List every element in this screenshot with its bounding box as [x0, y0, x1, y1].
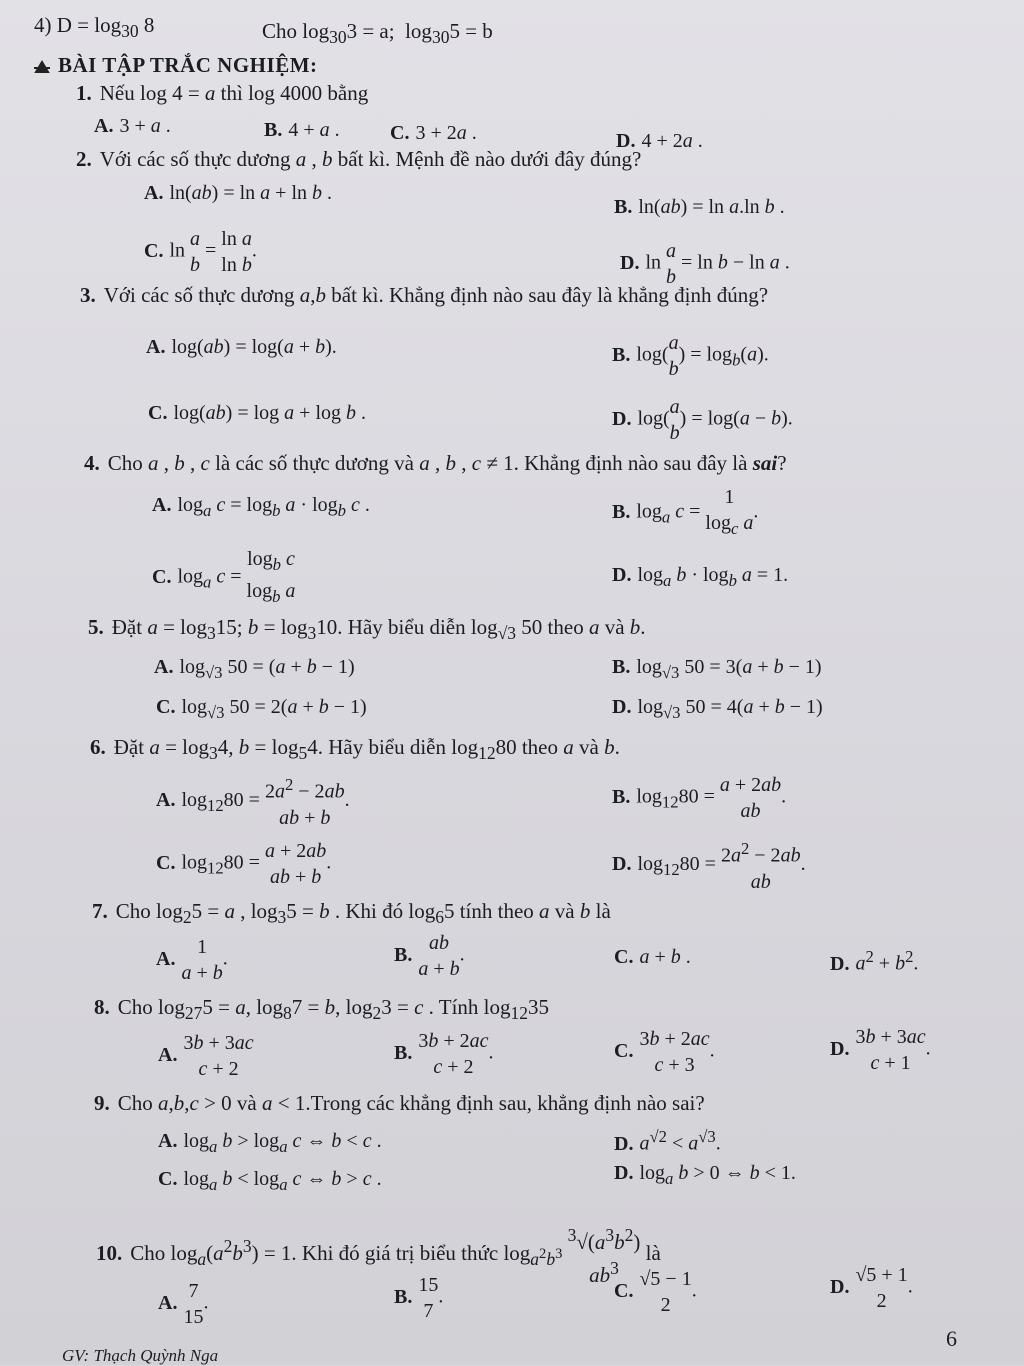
q1-option-c[interactable]: C. 3 + 2a .	[390, 122, 477, 144]
question-number: 1.	[76, 81, 92, 105]
question-6	[90, 734, 620, 766]
page-number: 6	[946, 1326, 957, 1351]
question-stem: Cho a , b , c là các số thực dương và a , b , c ≠ 1. Khẳng định nào sau đây là sai?	[107, 451, 787, 475]
q8-option-a[interactable]: A.3b + 3ac c + 2	[158, 1032, 254, 1080]
q4-option-b[interactable]: B. $\log_a c = 1$ $\log_c a$.	[612, 486, 759, 538]
q2-option-a[interactable]: A. ln(ab) = ln a + ln b .	[144, 182, 333, 204]
q7-option-b[interactable]: B.ab a + b.	[394, 932, 465, 980]
q6-option-b[interactable]: B. $\log_{12}80 = a + 2ab$ ab.	[612, 774, 787, 822]
question-8	[94, 994, 549, 1026]
question-stem: Với các số thực dương a , b bất kì. Mệnh đề nào dưới đây đúng?	[99, 147, 642, 171]
q3-option-d[interactable]: D. log(a b) = log(a − b).	[612, 396, 793, 444]
q8-option-d[interactable]: D.3b + 3ac c + 1.	[830, 1026, 931, 1074]
question-number: 7.	[92, 899, 108, 923]
question-stem: Đặt $a = \log_315$; $b = \log_310$. Hãy biểu diễn $\log_{√3} 50$ theo a và b.	[111, 615, 646, 644]
question-4	[84, 450, 787, 476]
q1-option-a[interactable]: A. 3 + a .	[94, 115, 171, 137]
q9-option-c[interactable]: C. $\log_a b < \log_a c$ ⇔ b > c .	[158, 1168, 382, 1194]
q9-option-a[interactable]: A. $\log_a b > \log_a c$ ⇔ b < c .	[158, 1130, 382, 1156]
exercise-4-label: 4) $D = \log_{30} 8$	[34, 13, 155, 42]
q9-option-d[interactable]: D. $\log_a b > 0$ ⇔ b < 1.	[614, 1162, 796, 1188]
question-number: 3.	[80, 283, 96, 307]
section-title-text: BÀI TẬP TRẮC NGHIỆM:	[58, 53, 318, 77]
q10-option-d[interactable]: D.√5 + 1 2.	[830, 1264, 913, 1312]
question-stem: Cho $\log_{27}5 = a$, $\log_87 = b$, $\log_23 = c$ . Tính $\log_{12}35$	[117, 995, 550, 1024]
question-stem: Đặt $a = \log_34$, $b = \log_54$. Hãy biểu diễn $\log_{12}80$ theo a và b.	[113, 735, 620, 764]
question-1	[76, 80, 368, 106]
q10-option-b[interactable]: B.15 7.	[394, 1274, 444, 1322]
question-number: 5.	[88, 615, 104, 639]
question-stem: Cho a,b,c > 0 và a < 1.Trong các khẳng định sau, khẳng định nào sai?	[117, 1091, 705, 1115]
q3-option-c[interactable]: C. log(ab) = log a + log b .	[148, 402, 367, 424]
q2-option-d[interactable]: D. ln a b = ln b − ln a .	[620, 240, 790, 288]
question-stem: Với các số thực dương a,b bất kì. Khẳng định nào sau đây là khẳng định đúng?	[103, 283, 769, 307]
q8-option-b[interactable]: B.3b + 2ac c + 2.	[394, 1030, 494, 1078]
question-stem: Nếu log 4 = a thì log 4000 bằng	[99, 81, 369, 105]
q5-option-d[interactable]: D. $\log_{√3} 50 = 4(a + b - 1)$	[612, 696, 823, 722]
exercise-4-line	[34, 12, 154, 44]
question-2	[76, 146, 641, 172]
q5-option-a[interactable]: A. $\log_{√3} 50 = (a + b - 1)$	[154, 656, 355, 682]
question-7	[92, 898, 611, 930]
bullet-icon	[34, 60, 50, 74]
q10-option-a[interactable]: A.7 15.	[158, 1280, 209, 1328]
q6-option-d[interactable]: D. $\log_{12}80 = 2a^2 - 2ab$ ab.	[612, 839, 806, 893]
q7-option-a[interactable]: A.1 a + b.	[156, 936, 228, 984]
q3-option-b[interactable]: B. log(a $b) = \log_b(a)$.	[612, 332, 769, 380]
question-number: 9.	[94, 1091, 110, 1115]
q2-option-b[interactable]: B. ln(ab) = ln a.ln b .	[614, 196, 785, 218]
question-stem: Cho $\log_25 = a$ , $\log_35 = b$ . Khi đó $\log_65$ tính theo a và b là	[115, 899, 611, 928]
q1-option-b[interactable]: B. 4 + a .	[264, 119, 340, 141]
q7-option-c[interactable]: C. a + b .	[614, 946, 691, 968]
q4-option-d[interactable]: D. $\log_a b \cdot \log_b a = 1$.	[612, 564, 789, 590]
q7-option-d[interactable]: D. $a^2 + b^2$.	[830, 947, 919, 975]
question-3	[80, 282, 768, 308]
q2-option-c[interactable]: C. ln a b = ln a ln b.	[144, 228, 257, 276]
question-number: 6.	[90, 735, 106, 759]
q3-option-a[interactable]: A. log(ab) = log(a + b).	[146, 336, 337, 358]
question-number: 2.	[76, 147, 92, 171]
question-9	[94, 1090, 705, 1116]
q1-option-d[interactable]: D. 4 + 2a .	[616, 130, 703, 152]
q8-option-c[interactable]: C.3b + 2ac c + 3.	[614, 1028, 715, 1076]
q6-option-c[interactable]: C. $\log_{12}80 = a + 2ab$ ab + b.	[156, 840, 332, 888]
q9-option-d-top[interactable]: D. $a^{√2} < a^{√3}$.	[614, 1127, 721, 1155]
q4-option-a[interactable]: A. $\log_a c = \log_b a \cdot \log_b c$ .	[152, 494, 370, 520]
q5-option-b[interactable]: B. $\log_{√3} 50 = 3(a + b - 1)$	[612, 656, 822, 682]
question-number: 10.	[96, 1240, 123, 1265]
q4-option-c[interactable]: C. $\log_a c = \log_b c$ $\log_b a$	[152, 548, 296, 606]
section-title	[34, 52, 318, 78]
question-5	[88, 614, 646, 646]
given-values: Cho $\log_{30}3 = a$; $\log_{30}5 = b$	[262, 19, 493, 48]
q6-option-a[interactable]: A. $\log_{12}80 = 2a^2 - 2ab$ ab + b.	[156, 775, 350, 829]
question-number: 4.	[84, 451, 100, 475]
q10-option-c[interactable]: C.√5 − 1 2.	[614, 1268, 697, 1316]
question-stem: Cho $\log_a(a^2b^3) = 1$. Khi đó giá trị biểu thức $\log_{a^2b^3} ^3√(a^3b^2)$ $ab^3$ là	[130, 1225, 661, 1287]
teacher-name: GV: Thạch Quỳnh Nga	[62, 1346, 219, 1365]
q5-option-c[interactable]: C. $\log_{√3} 50 = 2(a + b - 1)$	[156, 696, 367, 722]
question-number: 8.	[94, 995, 110, 1019]
